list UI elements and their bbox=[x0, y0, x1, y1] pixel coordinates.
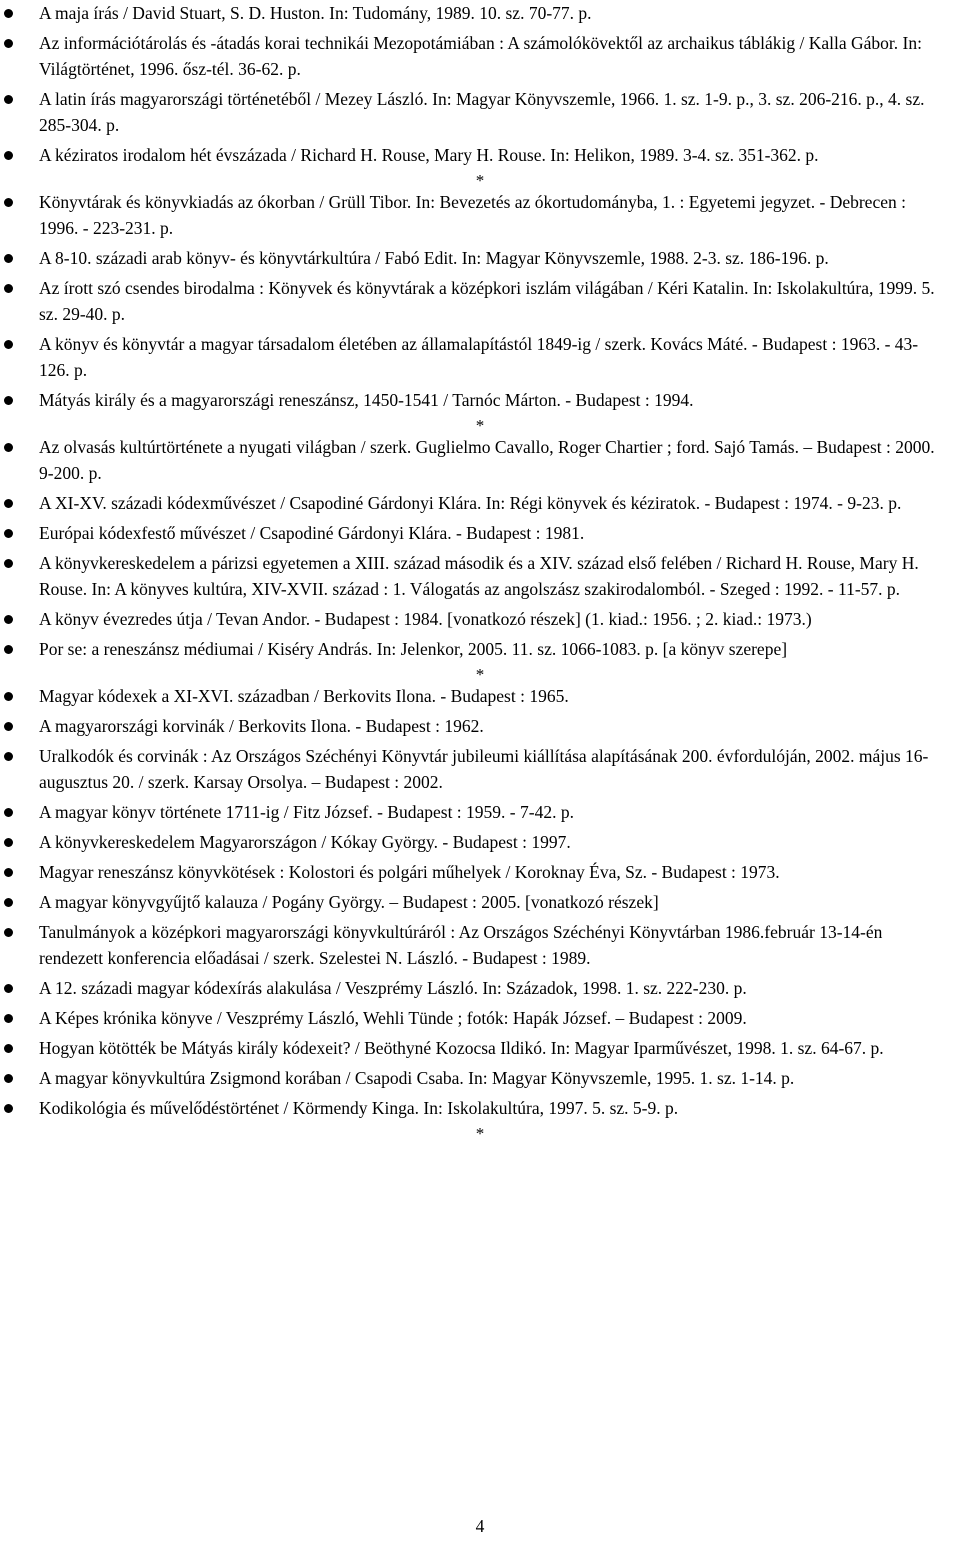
bullet-icon bbox=[4, 898, 13, 907]
bullet-icon bbox=[4, 254, 13, 263]
bullet-icon bbox=[4, 1014, 13, 1023]
entry-text: Európai kódexfestő művészet / Csapodiné Gárdonyi Klára. - Budapest : 1981. bbox=[39, 523, 585, 543]
entry-text: A XI-XV. századi kódexművészet / Csapodiné Gárdonyi Klára. In: Régi könyvek és kéziratok. - Budapest : 1974. - 9-23. p. bbox=[39, 493, 902, 513]
entry-text: A Képes krónika könyve / Veszprémy László, Wehli Tünde ; fotók: Hapák József. – Budapest : 2009. bbox=[39, 1008, 747, 1028]
page-number: 4 bbox=[475, 1516, 485, 1536]
section-separator: * bbox=[475, 1124, 485, 1143]
entry-text: A könyvkereskedelem Magyarországon / Kókay György. - Budapest : 1997. bbox=[39, 832, 571, 852]
bibliography-entry bbox=[0, 550, 960, 602]
bullet-icon bbox=[4, 559, 13, 568]
bullet-icon bbox=[4, 928, 13, 937]
entry-text: A magyarországi korvinák / Berkovits Ilona. - Budapest : 1962. bbox=[39, 716, 484, 736]
entry-text: A 12. századi magyar kódexírás alakulása / Veszprémy László. In: Századok, 1998. 1. sz. 222-230. p. bbox=[39, 978, 747, 998]
bibliography-entry bbox=[0, 829, 960, 855]
bibliography-entry bbox=[0, 275, 960, 327]
bullet-icon bbox=[4, 868, 13, 877]
bullet-icon bbox=[4, 722, 13, 731]
bibliography-entry bbox=[0, 490, 960, 516]
entry-text: Az információtárolás és -átadás korai technikái Mezopotámiában : A számolókövektől az archaikus táblákig / Kalla Gábor. In: Világtörténet, 1996. ősz-tél. 36-62. p. bbox=[39, 33, 922, 79]
entry-text: Hogyan kötötték be Mátyás király kódexeit? / Beöthyné Kozocsa Ildikó. In: Magyar Iparművészet, 1998. 1. sz. 64-67. p. bbox=[39, 1038, 884, 1058]
entry-text: A magyar könyvkultúra Zsigmond korában / Csapodi Csaba. In: Magyar Könyvszemle, 1995. 1. sz. 1-14. p. bbox=[39, 1068, 795, 1088]
bullet-icon bbox=[4, 9, 13, 18]
bibliography-entry bbox=[0, 1005, 960, 1031]
entry-text: A könyv és könyvtár a magyar társadalom életében az államalapítástól 1849-ig / szerk. Kovács Máté. - Budapest : 1963. - 43-126. p. bbox=[39, 334, 919, 380]
bibliography-entry bbox=[0, 189, 960, 241]
bibliography-entry bbox=[0, 713, 960, 739]
bibliography-entry bbox=[0, 859, 960, 885]
entry-text: Mátyás király és a magyarországi reneszánsz, 1450-1541 / Tarnóc Márton. - Budapest : 1994. bbox=[39, 390, 694, 410]
bibliography-entry bbox=[0, 0, 960, 26]
entry-text: A könyv évezredes útja / Tevan Andor. - Budapest : 1984. [vonatkozó részek] (1. kiad.: 1956. ; 2. kiad.: 1973.) bbox=[39, 609, 812, 629]
bullet-icon bbox=[4, 615, 13, 624]
bibliography-entry bbox=[0, 331, 960, 383]
entry-text: Uralkodók és corvinák : Az Országos Széchényi Könyvtár jubileumi kiállítása alapításának 200. évfordulóján, 2002. május 16-augusztus 20. / szerk. Karsay Orsolya. – Budapest : 2002. bbox=[39, 746, 929, 792]
entry-text: Magyar reneszánsz könyvkötések : Kolostori és polgári műhelyek / Koroknay Éva, Sz. - Budapest : 1973. bbox=[39, 862, 780, 882]
bullet-icon bbox=[4, 984, 13, 993]
bibliography-entry bbox=[0, 30, 960, 82]
bullet-icon bbox=[4, 838, 13, 847]
bibliography-entry bbox=[0, 1035, 960, 1061]
bullet-icon bbox=[4, 645, 13, 654]
entry-text: A kéziratos irodalom hét évszázada / Richard H. Rouse, Mary H. Rouse. In: Helikon, 1989. 3-4. sz. 351-362. p. bbox=[39, 145, 819, 165]
bibliography-entry bbox=[0, 975, 960, 1001]
bullet-icon bbox=[4, 1104, 13, 1113]
bullet-icon bbox=[4, 284, 13, 293]
bullet-icon bbox=[4, 1074, 13, 1083]
bullet-icon bbox=[4, 340, 13, 349]
entry-text: A 8-10. századi arab könyv- és könyvtárkultúra / Fabó Edit. In: Magyar Könyvszemle, 1988. 2-3. sz. 186-196. p. bbox=[39, 248, 829, 268]
bullet-icon bbox=[4, 1044, 13, 1053]
entry-text: A magyar könyvgyűjtő kalauza / Pogány György. – Budapest : 2005. [vonatkozó részek] bbox=[39, 892, 659, 912]
entry-text: A latin írás magyarországi történetéből / Mezey László. In: Magyar Könyvszemle, 1966. 1. sz. 1-9. p., 3. sz. 206-216. p., 4. sz. 285-304. p. bbox=[39, 89, 925, 135]
bullet-icon bbox=[4, 499, 13, 508]
bibliography-entry bbox=[0, 683, 960, 709]
bullet-icon bbox=[4, 151, 13, 160]
bibliography-entry bbox=[0, 636, 960, 662]
entry-text: A könyvkereskedelem a párizsi egyetemen a XIII. század második és a XIV. század első felében / Richard H. Rouse, Mary H. Rouse. In: A könyves kultúra, XIV-XVII. század : 1. Válogatás az angolszász szakirodalomból. - Szeged : 1992. - 11-57. p. bbox=[39, 553, 919, 599]
entry-text: A maja írás / David Stuart, S. D. Huston. In: Tudomány, 1989. 10. sz. 70-77. p. bbox=[39, 3, 592, 23]
entry-text: Por se: a reneszánsz médiumai / Kiséry András. In: Jelenkor, 2005. 11. sz. 1066-1083. p. [a könyv szerepe] bbox=[39, 639, 788, 659]
bullet-icon bbox=[4, 95, 13, 104]
bullet-icon bbox=[4, 529, 13, 538]
bibliography-entry bbox=[0, 606, 960, 632]
entry-text: Magyar kódexek a XI-XVI. században / Berkovits Ilona. - Budapest : 1965. bbox=[39, 686, 569, 706]
bibliography-entry bbox=[0, 799, 960, 825]
section-separator: * bbox=[475, 416, 485, 435]
bibliography-entry bbox=[0, 245, 960, 271]
section-separator: * bbox=[475, 665, 485, 684]
bibliography-entry bbox=[0, 1065, 960, 1091]
bibliography-entry bbox=[0, 520, 960, 546]
bullet-icon bbox=[4, 39, 13, 48]
bullet-icon bbox=[4, 692, 13, 701]
bibliography-entry bbox=[0, 434, 960, 486]
bullet-icon bbox=[4, 396, 13, 405]
entry-text: Kodikológia és művelődéstörténet / Körmendy Kinga. In: Iskolakultúra, 1997. 5. sz. 5-9. p. bbox=[39, 1098, 679, 1118]
bullet-icon bbox=[4, 752, 13, 761]
entry-text: Könyvtárak és könyvkiadás az ókorban / Grüll Tibor. In: Bevezetés az ókortudományba, 1. : Egyetemi jegyzet. - Debrecen : 1996. - 223-231. p. bbox=[39, 192, 906, 238]
bibliography-entry bbox=[0, 387, 960, 413]
bullet-icon bbox=[4, 808, 13, 817]
entry-text: Az olvasás kultúrtörténete a nyugati világban / szerk. Guglielmo Cavallo, Roger Chartier ; ford. Sajó Tamás. – Budapest : 2000. 9-200. p. bbox=[39, 437, 935, 483]
entry-text: Tanulmányok a középkori magyarországi könyvkultúráról : Az Országos Széchényi Könyvtárban 1986.február 13-14-én rendezett konferencia előadásai / szerk. Szelestei N. László. - Budapest : 1989. bbox=[39, 922, 883, 968]
bibliography-entry bbox=[0, 142, 960, 168]
bibliography-entry bbox=[0, 919, 960, 971]
bullet-icon bbox=[4, 443, 13, 452]
bibliography-entry bbox=[0, 743, 960, 795]
section-separator: * bbox=[475, 171, 485, 190]
bibliography-entry bbox=[0, 889, 960, 915]
bullet-icon bbox=[4, 198, 13, 207]
bibliography-entry bbox=[0, 86, 960, 138]
bibliography-entry bbox=[0, 1095, 960, 1121]
entry-text: Az írott szó csendes birodalma : Könyvek és könyvtárak a középkori iszlám világában / Kéri Katalin. In: Iskolakultúra, 1999. 5. sz. 29-40. p. bbox=[39, 278, 935, 324]
entry-text: A magyar könyv története 1711-ig / Fitz József. - Budapest : 1959. - 7-42. p. bbox=[39, 802, 574, 822]
